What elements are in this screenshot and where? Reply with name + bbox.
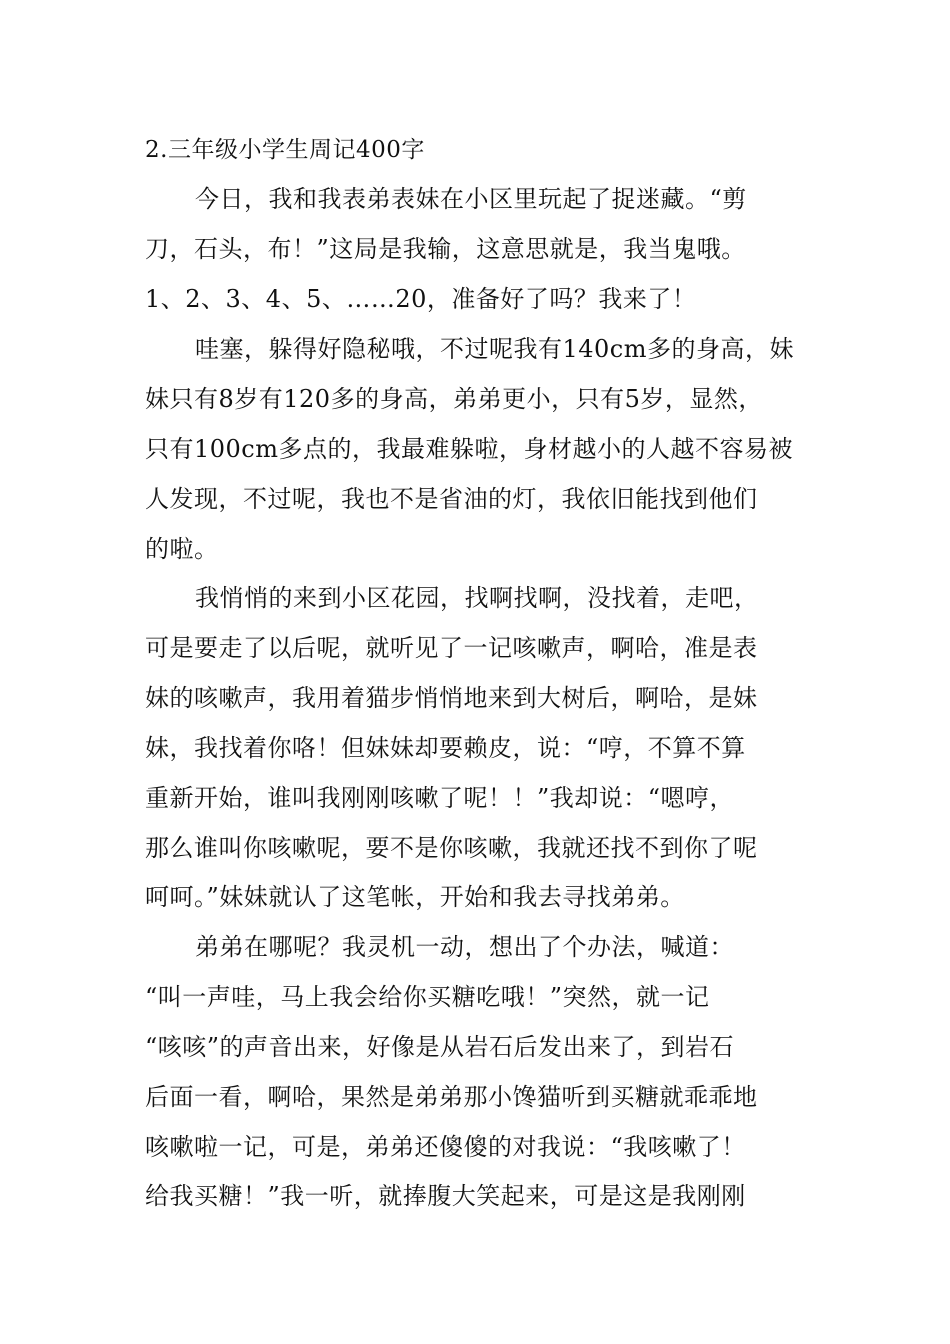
paragraph-2-line-1: 哇塞，躲得好隐秘哦，不过呢我有140cm多的身高，妹 <box>195 335 795 363</box>
paragraph-1-line-2: 刀，石头，布！”这局是我输，这意思就是，我当鬼哦。 <box>145 235 746 263</box>
paragraph-3-line-5: 重新开始，谁叫我刚刚咳嗽了呢！！”我却说：“嗯哼， <box>145 784 735 812</box>
paragraph-4-line-4: 后面一看，啊哈，果然是弟弟那小馋猫听到买糖就乖乖地 <box>145 1083 758 1111</box>
paragraph-4-line-1: 弟弟在哪呢？我灵机一动，想出了个办法，喊道： <box>195 933 734 961</box>
paragraph-3-line-4: 妹，我找着你咯！但妹妹却要赖皮，说：“哼，不算不算 <box>145 734 746 762</box>
paragraph-3-line-3: 妹的咳嗽声，我用着猫步悄悄地来到大树后，啊哈，是妹 <box>145 684 758 712</box>
paragraph-4-line-2: “叫一声哇，马上我会给你买糖吃哦！”突然，就一记 <box>145 983 710 1011</box>
paragraph-2-line-3: 只有100cm多点的，我最难躲啦，身材越小的人越不容易被 <box>145 435 794 463</box>
document-title: 2.三年级小学生周记400字 <box>145 137 425 163</box>
paragraph-3-line-2: 可是要走了以后呢，就听见了一记咳嗽声，啊哈，准是表 <box>145 634 758 662</box>
paragraph-2-line-5: 的啦。 <box>145 535 219 563</box>
paragraph-4-line-5: 咳嗽啦一记，可是，弟弟还傻傻的对我说：“我咳嗽了！ <box>145 1133 746 1161</box>
paragraph-4-line-3: “咳咳”的声音出来，好像是从岩石后发出来了，到岩石 <box>145 1033 735 1061</box>
paragraph-3-line-6: 那么谁叫你咳嗽呢，要不是你咳嗽，我就还找不到你了呢 <box>145 834 758 862</box>
paragraph-2-line-4: 人发现，不过呢，我也不是省油的灯，我依旧能找到他们 <box>145 485 758 513</box>
paragraph-1-line-3: 1、2、3、4、5、……20，准备好了吗？我来了！ <box>145 285 697 313</box>
paragraph-1-line-1: 今日，我和我表弟表妹在小区里玩起了捉迷藏。“剪 <box>195 185 747 213</box>
paragraph-3-line-1: 我悄悄的来到小区花园，找啊找啊，没找着，走吧， <box>195 584 759 612</box>
paragraph-3-line-7: 呵呵。”妹妹就认了这笔帐，开始和我去寻找弟弟。 <box>145 883 685 911</box>
paragraph-2-line-2: 妹只有8岁有120多的身高，弟弟更小，只有5岁，显然， <box>145 385 763 413</box>
paragraph-4-line-6: 给我买糖！”我一听，就捧腹大笑起来，可是这是我刚刚 <box>145 1182 746 1210</box>
